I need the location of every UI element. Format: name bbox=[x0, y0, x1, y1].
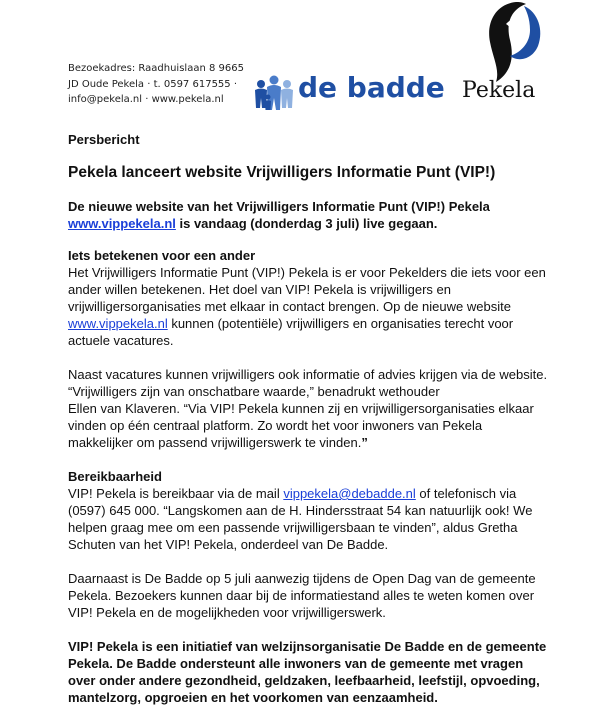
closing-paragraph: VIP! Pekela is een initiatief van welzijnsorganisatie De Badde en de gemeente Pekela. De Badde ondersteunt alle inwoners van de gemeente met vragen over onder andere gezondheid, geldzaken, leefbaarheid, leefstijl, opvoeding, mantelzorg, opgroeien en het voorkomen van eenzaamheid. bbox=[68, 639, 547, 705]
section-heading-bereikbaarheid: Bereikbaarheid bbox=[68, 469, 162, 484]
quote-paragraph bbox=[68, 366, 548, 451]
address-line-3: info@pekela.nl · www.pekela.nl bbox=[68, 94, 224, 105]
lead-website-link[interactable]: www.vippekela.nl bbox=[68, 216, 176, 231]
section2-text-b: of telefonisch via (0597) 645 000. “Langskomen aan de H. Hindersstraat 54 kan natuurlijk ook! We helpen graag mee om een passende vrijwilligersbaan te vinden”, aldus Gretha Schuten van het VIP! Pekela, onderdeel van De Badde. bbox=[68, 486, 533, 552]
para2-rest: Ellen van Klaveren. “Via VIP! Pekela kunnen zij en vrijwilligersorganisaties elkaar vinden op één centraal platform. Zo wordt het voor inwoners van Pekela makkelijker om passend vrijwilligerswerk te vinden. bbox=[68, 401, 534, 450]
pekela-logo-text: Pekela bbox=[462, 78, 536, 103]
document-body bbox=[68, 131, 548, 706]
section-paragraph-bereikbaarheid bbox=[68, 485, 548, 553]
address-line-1: Bezoekadres: Raadhuislaan 8 9665 bbox=[68, 63, 244, 74]
para2-end: ” bbox=[361, 435, 368, 450]
document-label: Persbericht bbox=[68, 132, 140, 147]
lead-text-2: is vandaag (donderdag 3 juli) live gegaan. bbox=[175, 216, 438, 231]
section-paragraph-betekenen bbox=[68, 264, 548, 349]
address-line-2: JD Oude Pekela · t. 0597 617555 · bbox=[68, 78, 238, 90]
email-link[interactable]: vippekela@debadde.nl bbox=[283, 486, 416, 501]
para2-line-1: Naast vacatures kunnen vrijwilligers ook informatie of advies krijgen via de website. bbox=[68, 367, 548, 382]
section2-text-a: VIP! Pekela is bereikbaar via de mail bbox=[68, 486, 284, 501]
document-title: Pekela lanceert website Vrijwilligers Informatie Punt (VIP!) bbox=[68, 164, 496, 181]
section1-website-link[interactable]: www.vippekela.nl bbox=[68, 316, 168, 331]
lead-paragraph bbox=[68, 198, 548, 232]
section1-text-a: Het Vrijwilligers Informatie Punt (VIP!) Pekela is er voor Pekelders die iets voor een ander willen betekenen. Het doel van VIP! Pekela is vrijwilligers en vrijwilligersorganisaties met elkaar in contact brengen. Op de nieuwe website bbox=[68, 265, 546, 314]
para2-line-2: “Vrijwilligers zijn van onschatbare waarde,” benadrukt wethouder bbox=[68, 384, 440, 399]
address-block bbox=[68, 61, 244, 108]
lead-text-1: De nieuwe website van het Vrijwilligers Informatie Punt (VIP!) Pekela bbox=[68, 199, 490, 214]
badde-logo-text: de badde bbox=[298, 71, 445, 104]
section-heading-betekenen: Iets betekenen voor een ander bbox=[68, 248, 256, 263]
pekela-swirl-icon bbox=[466, 0, 546, 84]
open-day-paragraph: Daarnaast is De Badde op 5 juli aanwezig tijdens de Open Dag van de gemeente Pekela. Bezoekers kunnen daar bij de informatiestand alles te weten komen over VIP! Pekela en de mogelijkheden voor vrijwilligerswerk. bbox=[68, 571, 536, 620]
section1-text-b: kunnen (potentiële) vrijwilligers en organisaties terecht voor actuele vacatures. bbox=[68, 316, 514, 348]
